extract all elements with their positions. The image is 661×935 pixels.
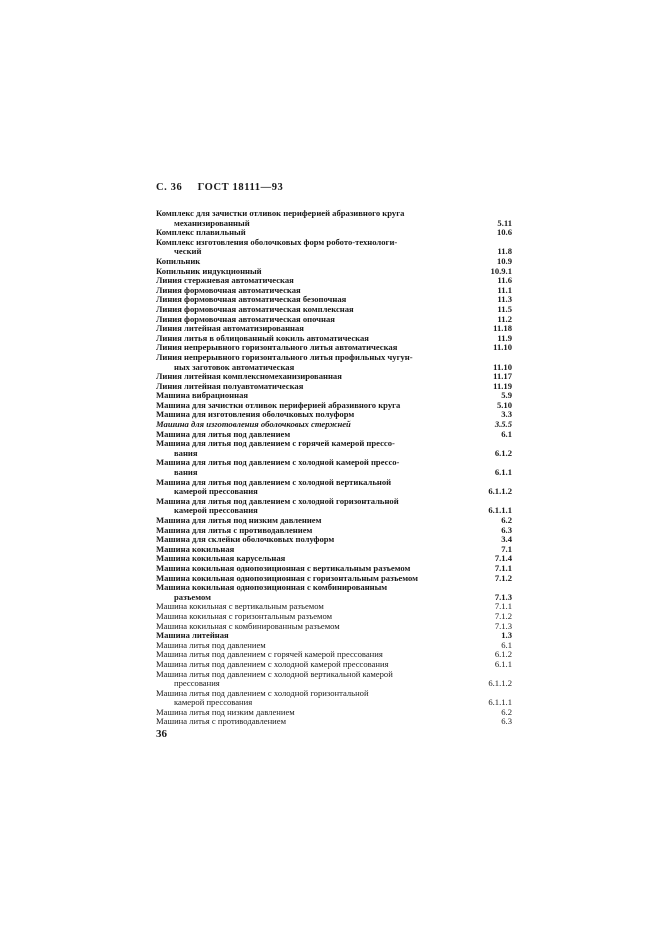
index-section-ref: 11.10	[493, 342, 512, 353]
index-term-line: Машина для изготовления оболочковых полуформ	[156, 409, 355, 420]
index-term-line: Линия литейная полуавтоматическая	[156, 380, 304, 391]
index-term-line: Машина для литья под давлением с горячей камерой прессо-	[156, 438, 395, 449]
index-term-line: Линия литья в облицованный кокиль автоматическая	[156, 332, 369, 343]
index-term	[156, 353, 488, 372]
index-term-continuation: вания	[174, 467, 198, 478]
index-section-ref: 3.3	[501, 409, 512, 420]
index-term-line: Машина литья под давлением с холодной камерой прессования	[156, 658, 389, 669]
index-term-line: Машина литья с противодавлением	[156, 716, 287, 727]
index-term-line: Машина для литья под давлением с холодной камерой прессо-	[156, 457, 400, 468]
index-entry	[156, 478, 512, 497]
index-term	[156, 478, 488, 497]
index-term-line: Машина кокильная с вертикальным разъемом	[156, 601, 324, 612]
index-term	[156, 689, 488, 708]
index-section-ref: 11.10	[493, 361, 512, 372]
index-section-ref: 11.5	[497, 303, 512, 314]
index-term-line: Машина литья под давлением с холодной горизонтальной	[156, 687, 369, 698]
index-section-ref: 11.2	[497, 313, 512, 324]
index-section-ref: 1.3	[501, 630, 512, 641]
index-section-ref: 6.1.1.2	[488, 486, 512, 497]
index-entry	[156, 689, 512, 708]
index-term-line: Машина для изготовления оболочковых стержней	[156, 419, 351, 430]
index-section-ref: 11.17	[493, 371, 512, 382]
index-term-line: Машина литья под давлением	[156, 639, 266, 650]
index-entry	[156, 209, 512, 228]
index-section-ref: 7.1.2	[494, 610, 512, 621]
index-section-ref: 10.9	[496, 255, 512, 266]
standard-designation: ГОСТ 18111—93	[197, 182, 284, 193]
index-section-ref: 7.1.3	[494, 620, 512, 631]
index-section-ref: 7.1	[501, 543, 512, 554]
index-entry	[156, 670, 512, 689]
index-section-ref: 6.1	[501, 639, 512, 650]
index-entry	[156, 353, 512, 372]
index-term-line: Машина для литья под давлением	[156, 428, 291, 439]
index-term-line: Комплекс плавильный	[156, 227, 246, 238]
index-section-ref: 6.2	[501, 515, 512, 525]
index-section-ref: 10.9.1	[490, 265, 512, 276]
index-term-line: Машина для литья под давлением с холодной вертикальной	[156, 476, 392, 487]
index-term-line: Машина литья под давлением с горячей камерой прессования	[156, 649, 383, 660]
index-section-ref: 7.1.1	[494, 562, 512, 573]
index-section-ref: 6.1	[501, 428, 512, 439]
page-number: 36	[156, 728, 167, 740]
index-term-line: Машина кокильная однопозиционная с комбинированным	[156, 582, 388, 593]
index-term-line: Линия формовочная автоматическая	[156, 284, 301, 295]
index-term-line: Машина кокильная карусельная	[156, 553, 286, 564]
index-section-ref: 11.18	[493, 323, 512, 334]
index-section-ref: 6.3	[501, 716, 512, 727]
index-term-line: Машина для склейки оболочковых полуформ	[156, 534, 335, 545]
index-section-ref: 7.1.3	[494, 591, 512, 602]
index-term-line: Машина для литья с противодавлением	[156, 524, 313, 535]
index-term-line: Комплекс для зачистки отливок периферией абразивного круга	[156, 208, 405, 218]
index-term-line: Машина для литья под низким давлением	[156, 515, 322, 525]
index-term	[156, 717, 488, 727]
index-term	[156, 670, 488, 689]
index-section-ref: 6.1.1.2	[488, 678, 512, 689]
index-section-ref: 11.6	[497, 275, 512, 286]
index-term	[156, 439, 488, 458]
index-term-line: Линия стержневая автоматическая	[156, 275, 294, 286]
index-section-ref: 7.1.1	[494, 601, 512, 612]
index-term-continuation: ных заготовок автоматическая	[174, 361, 295, 372]
index-term-line: Машина для зачистки отливок периферией абразивного круга	[156, 399, 401, 410]
index-section-ref: 6.1.1	[494, 467, 512, 478]
index-term-line: Комплекс изготовления оболочковых форм робото-технологи-	[156, 236, 398, 247]
index-section-ref: 3.4	[501, 534, 512, 545]
index-entry	[156, 717, 512, 727]
index-term-continuation: камерой прессования	[174, 486, 258, 497]
index-entry	[156, 458, 512, 477]
index-section-ref: 10.6	[496, 227, 512, 238]
index-entry	[156, 439, 512, 458]
index-term	[156, 583, 488, 602]
index-term-line: Линия непрерывного горизонтального литья профильных чугун-	[156, 351, 413, 362]
index-entry	[156, 497, 512, 516]
index-term-line: Машина кокильная	[156, 543, 235, 554]
index-term	[156, 458, 488, 477]
index-section-ref: 5.11	[497, 217, 512, 228]
index-term-continuation: прессования	[174, 678, 220, 689]
index-term-continuation: вания	[174, 447, 198, 458]
index-section-ref: 11.3	[497, 294, 512, 305]
index-section-ref: 6.1.1	[494, 658, 512, 669]
page-label: С. 36	[156, 182, 183, 193]
index-term-line: Машина литья под давлением с холодной вертикальной камерой	[156, 668, 393, 679]
index-section-ref: 3.5.5	[494, 419, 512, 430]
index-section-ref: 11.9	[497, 332, 512, 343]
index-term-line: Копильник	[156, 255, 201, 266]
index-section-ref: 5.9	[501, 390, 512, 401]
index-term-continuation: камерой прессования	[174, 505, 258, 516]
index-term	[156, 497, 488, 516]
index-section-ref: 6.1.2	[494, 649, 512, 660]
running-header	[156, 182, 283, 193]
index-term-line: Машина для литья под давлением с холодной горизонтальной	[156, 495, 399, 506]
index-section-ref: 11.1	[497, 284, 512, 295]
index-term-line: Машина кокильная с горизонтальным разъемом	[156, 610, 333, 621]
index-term-line: Машина кокильная однопозиционная с вертикальным разъемом	[156, 562, 411, 573]
index-term-continuation: ческий	[174, 246, 202, 257]
index-section-ref: 6.1.2	[494, 447, 512, 458]
index-section-ref: 11.8	[497, 246, 512, 257]
index-section-ref: 11.19	[493, 380, 512, 391]
index-term-line: Линия формовочная автоматическая комплексная	[156, 303, 354, 314]
index-section-ref: 6.1.1.1	[488, 505, 512, 516]
index-term-line: Машина литейная	[156, 630, 229, 641]
index-term-line: Машина литья под низким давлением	[156, 706, 295, 717]
index-entry	[156, 583, 512, 602]
index-term	[156, 238, 488, 257]
index-term-line: Машина кокильная однопозиционная с горизонтальным разъемом	[156, 572, 418, 583]
index-section-ref: 6.3	[501, 524, 512, 535]
index-section-ref: 7.1.2	[494, 572, 512, 583]
index-section-ref: 6.2	[501, 706, 512, 717]
index-term-line: Линия литейная автоматизированная	[156, 323, 304, 334]
index-term	[156, 209, 488, 228]
index-term-line: Линия литейная комплексномеханизированная	[156, 371, 342, 382]
index-term-line: Машина кокильная с комбинированным разъемом	[156, 620, 340, 631]
index-term-line: Линия формовочная автоматическая безопочная	[156, 294, 347, 305]
index-section-ref: 5.10	[496, 399, 512, 410]
index-term-line: Линия формовочная автоматическая опочная	[156, 313, 335, 324]
index-entry	[156, 238, 512, 257]
index-term-line: Линия непрерывного горизонтального литья автоматическая	[156, 342, 398, 353]
index-term-line: Машина вибрационная	[156, 390, 249, 401]
index-term-continuation: камерой прессования	[174, 697, 253, 708]
index-term-line: Копильник индукционный	[156, 265, 262, 276]
index-section-ref: 6.1.1.1	[488, 697, 512, 708]
term-index-list	[156, 209, 512, 727]
index-term-continuation: механизированный	[174, 217, 250, 228]
index-section-ref: 7.1.4	[494, 553, 512, 564]
index-term-continuation: разъемом	[174, 591, 211, 602]
